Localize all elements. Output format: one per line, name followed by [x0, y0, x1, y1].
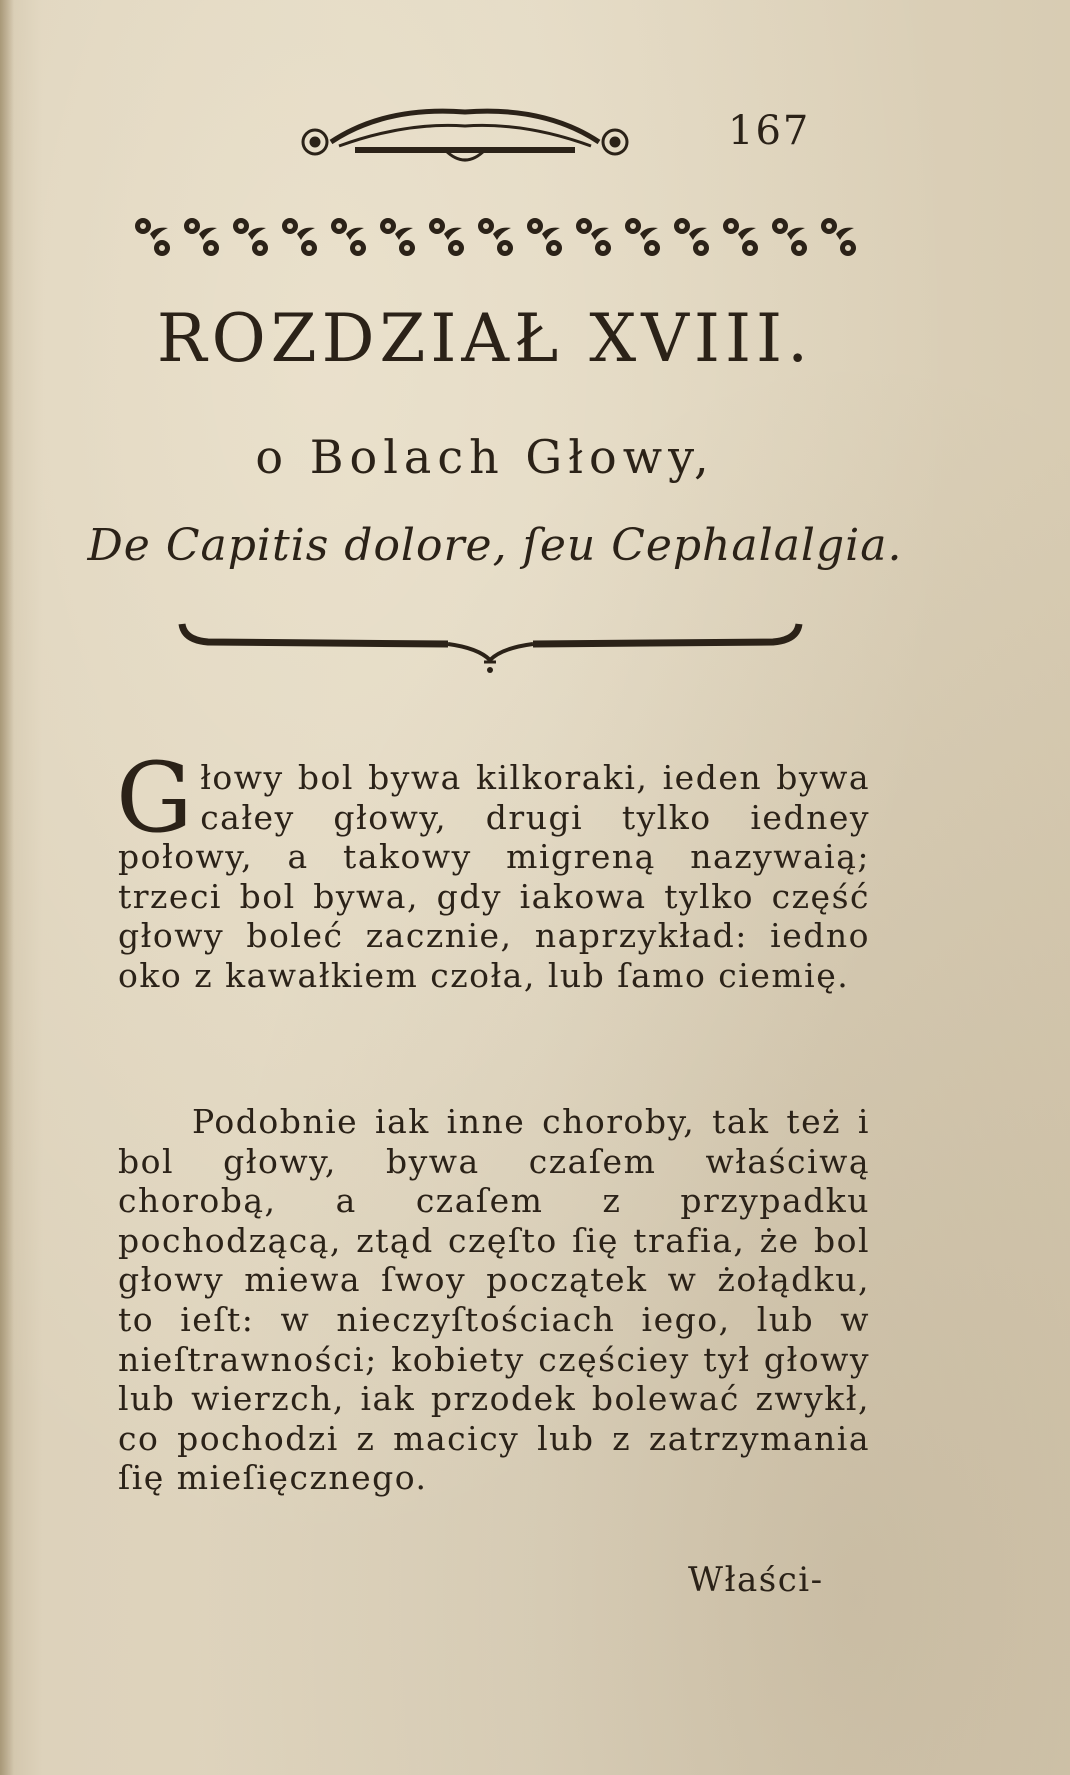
drop-cap: G	[116, 742, 195, 854]
ornamental-frieze	[128, 212, 868, 262]
page-number: 167	[728, 108, 811, 154]
catchword: Właści-	[688, 1560, 824, 1600]
paragraph-second: Podobnie iak inne choroby, tak też i bol głowy, bywa czaſem właściwą chorobą, a czaſem z przypadku pochodzącą, ztąd częſto ſię trafia, że bol głowy miewa ſwoy początek w żołądku, to ieſt: w nieczyſtościach iego, lub w nieſtrawności; kobiety częściey tył głowy lub wierzch, iak przodek bolewać zwykł, co pochodzi z macicy lub z zatrzymania ſię mieſięcznego.	[118, 1102, 870, 1498]
chapter-subtitle: o Bolach Głowy,	[255, 430, 715, 484]
latin-title: De Capitis dolore, ſeu Cephalalgia.	[87, 520, 903, 571]
page-edge-shadow	[0, 0, 14, 1775]
chapter-title: ROZDZIAŁ XVIII.	[156, 300, 814, 377]
paragraph-first	[116, 742, 870, 996]
decorative-rule	[178, 618, 803, 678]
headpiece-ornament	[295, 100, 635, 170]
paragraph-first-text: łowy bol bywa kilkoraki, ieden bywa całey głowy, drugi tylko iedney połowy, a takowy migreną nazywaią; trzeci bol bywa, gdy iakowa tylko część głowy boleć zacznie, naprzykład: iedno oko z kawałkiem czoła, lub ſamo ciemię.	[118, 758, 870, 995]
